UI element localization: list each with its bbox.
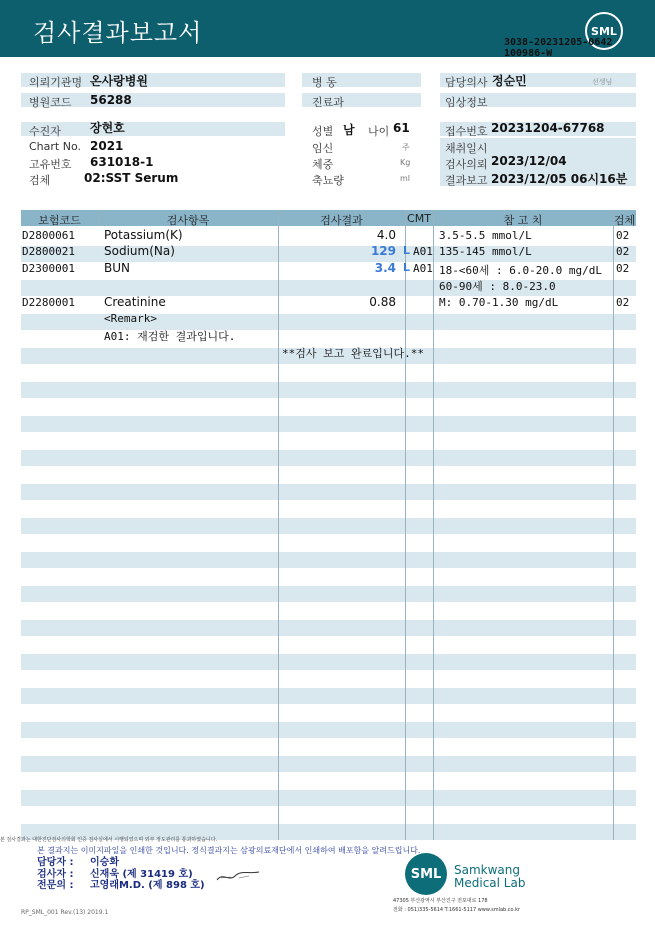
sex-value: 남 [343,123,355,137]
patient-label: 수진자 [29,125,61,138]
report-id [504,37,612,59]
row3-item: BUN [104,261,130,275]
hospital-code-label: 병원코드 [29,96,72,109]
col-divider [405,210,406,840]
request-value: 2023/12/04 [491,154,567,168]
pregnant-label: 임신 [312,142,334,155]
th-cmt: CMT [407,212,431,225]
report-label: 결과보고 [445,174,488,187]
footer-note: 본 검사결과는 대한진단검사의학회 인증 검사실에서 시행되었으며 외부 정도관리를 통과하였습니다. [0,837,218,843]
table-row-stripe [21,484,636,500]
accession-value: 20231204-67768 [491,121,605,135]
row1-code: D2800061 [22,229,75,242]
row3-ref: 18-<60세 : 6.0-20.0 mg/dL [439,264,602,277]
th-code: 보험코드 [38,214,81,227]
weight-unit: Kg [400,158,411,167]
col-divider [433,210,434,840]
staff-specialist [37,876,205,891]
row2-result: 129 [370,244,396,258]
row3-cmt: A01 [413,262,433,275]
row5-item: Creatinine [104,295,166,309]
uid-value: 631018-1 [90,155,154,169]
row3-result: 3.4 [374,261,396,275]
accession-label: 접수번호 [445,125,488,138]
report-id-line2: 100986-W [504,48,553,59]
lab-phone: 전화 : 051)335-5614 T:1661-5117 www.smlab.co.kr [393,907,521,913]
col-divider [98,210,99,226]
row4-ref: 60-90세 : 8.0-23.0 [439,280,556,293]
staff-manager-value: 이승화 [90,857,119,868]
table-row-stripe [21,654,636,670]
row2-flag: L [403,244,411,257]
specimen-value: 02:SST Serum [84,171,179,185]
report-id-line1: 3038-20231205-0642 [504,37,613,48]
report-complete: **검사 보고 완료입니다.** [282,347,424,360]
remark-title: <Remark> [104,312,157,325]
lab-name-line1: Samkwang [454,863,520,877]
lab-name-line2: Medical Lab [454,876,526,890]
row2-cmt: A01 [413,245,433,258]
weight-label: 체중 [312,158,334,171]
hospital-code-value: 56288 [90,93,132,107]
request-label: 검사의뢰 [445,158,488,171]
row5-result: 0.88 [369,295,396,309]
th-item: 검사항목 [166,214,210,227]
table-row-stripe [21,450,636,466]
doctor-suffix: 선생님 [592,78,613,86]
age-label: 나이 [368,125,390,138]
page-title: 검사결과보고서 [33,19,203,47]
row3-code: D2300001 [22,262,75,275]
table-row-stripe [21,552,636,568]
row5-ref: M: 0.70-1.30 mg/dL [439,296,559,309]
pregnant-unit: 주 [402,143,410,152]
table-row-stripe [21,722,636,738]
row1-result: 4.0 [376,228,396,242]
chart-label: Chart No. [29,140,81,153]
urine-unit: ml [400,174,411,183]
table-row-stripe [21,518,636,534]
table-row-stripe [21,416,636,432]
lab-name [454,864,525,890]
table-row-stripe [21,790,636,806]
col-divider [278,210,279,840]
sml-lab-logo-icon: SML [405,853,447,895]
doctor-label: 담당의사 [445,76,488,89]
row2-item: Sodium(Na) [104,244,175,258]
row1-spec: 02 [616,229,630,242]
table-row-stripe [21,382,636,398]
staff-specialist-label: 전문의 : [37,880,74,891]
th-spec: 검체 [613,214,636,227]
specimen-label: 검체 [29,174,51,187]
lab-address: 47305 부산광역시 부산진구 전포대로 178 [393,898,488,904]
th-ref: 참 고 치 [503,214,543,227]
staff-tester-label: 검사자 : [37,869,74,880]
remark-text: A01: 재검한 결과입니다. [104,330,236,343]
footer-notice: 본 결과지는 이미지파일을 인쇄한 것입니다. 정식결과지는 삼광의료재단에서 인쇄하여 배포함을 알려드립니다. [37,846,421,855]
staff-manager-label: 담당자 : [37,857,74,868]
table-row-stripe [21,688,636,704]
hospital-label: 의뢰기관명 [29,76,83,89]
staff-tester-value: 신재욱 (제 31419 호) [90,869,193,880]
row2-code: D2800021 [22,245,75,258]
form-revision: RP_SML_001 Rev.(13) 2019.1 [21,909,109,916]
row1-ref: 3.5-5.5 mmol/L [439,229,532,242]
table-row-stripe [21,756,636,772]
row5-spec: 02 [616,296,630,309]
row2-spec: 02 [616,245,630,258]
row2-ref: 135-145 mmol/L [439,245,532,258]
patient-value: 장현호 [90,121,125,135]
staff-specialist-value: 고영래M.D. (제 898 호) [90,880,205,891]
urine-label: 축뇨량 [312,174,344,187]
row5-code: D2280001 [22,296,75,309]
uid-label: 고유번호 [29,158,72,171]
sml-logo-icon: SML [585,12,623,50]
clinical-label: 임상정보 [445,96,488,109]
age-value: 61 [393,121,410,135]
chart-value: 2021 [90,139,124,153]
collection-label: 채취일시 [445,142,488,155]
signature-image [215,868,261,884]
hospital-value: 온사랑병원 [90,74,148,88]
col-divider [613,210,614,840]
table-row-stripe [21,620,636,636]
sex-label: 성별 [312,125,334,138]
ward-label: 병 동 [312,76,337,89]
row3-spec: 02 [616,262,630,275]
doctor-value: 정순민 [492,74,527,88]
th-result: 검사결과 [320,214,363,227]
row1-item: Potassium(K) [104,228,183,242]
dept-label: 진료과 [312,96,344,109]
table-row-stripe [21,586,636,602]
row3-flag: L [403,261,411,274]
report-value: 2023/12/05 06시16분 [491,172,628,186]
